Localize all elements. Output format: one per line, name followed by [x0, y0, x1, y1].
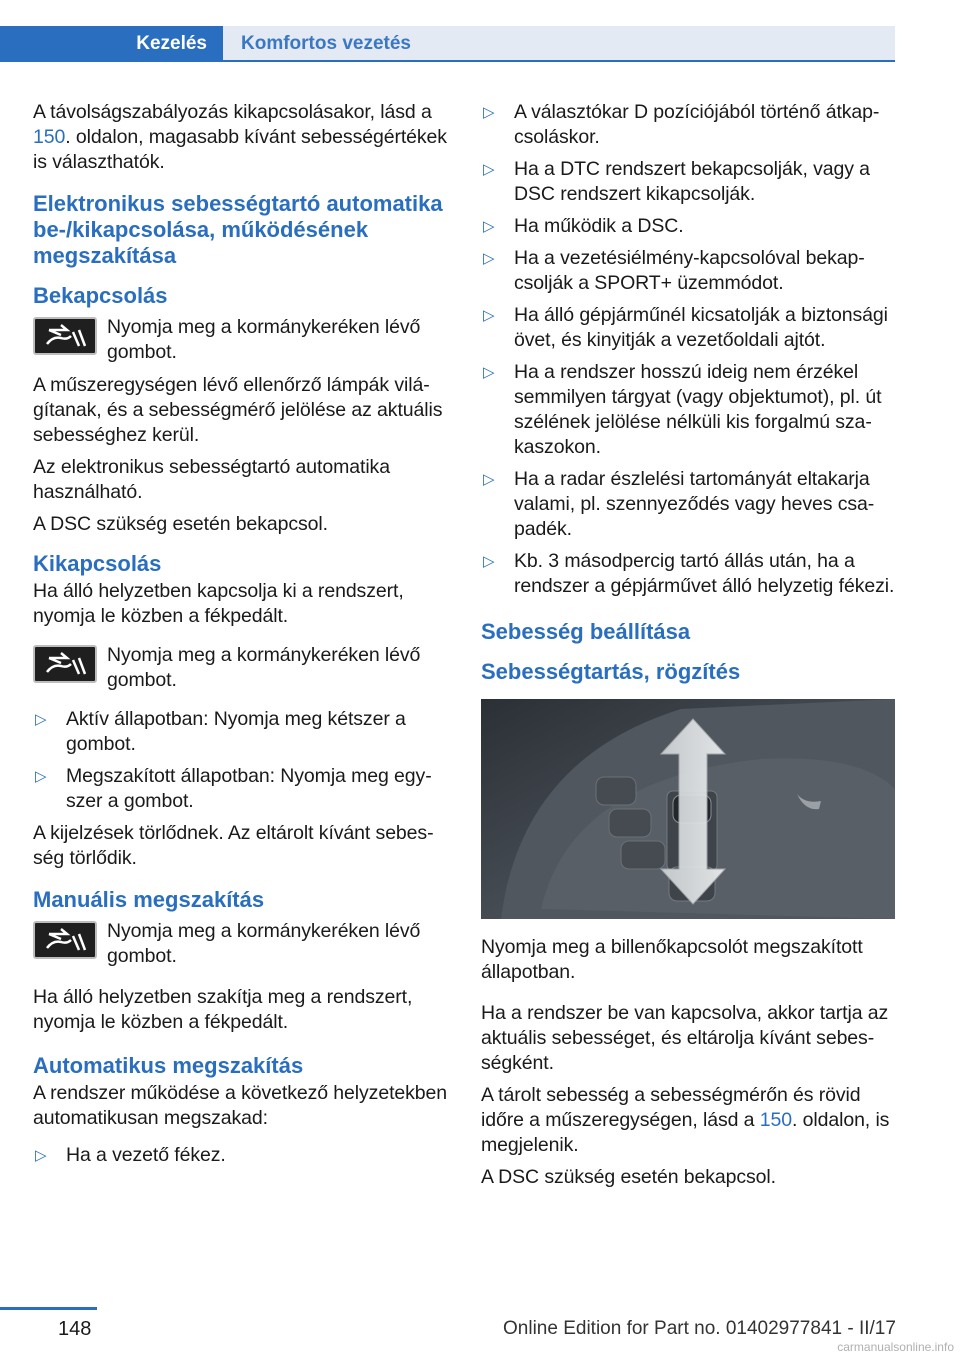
list-item-text: A választókar D pozíciójából történő átkapcsoláskor. — [514, 101, 880, 148]
hold-paragraph-2: Ha a rendszer be van kapcsolva, akkor tartja az aktuális sebességet, és eltárolja kívánt sebességként. — [481, 1002, 889, 1074]
subheading-kikapcsolas: Kikapcsolás — [33, 551, 162, 576]
list-item — [481, 214, 895, 239]
cruise-control-button-icon — [33, 921, 97, 959]
intro-text-b: . oldalon, magasabb kívánt sebességértékek is választhatók. — [33, 126, 447, 173]
off-paragraph-1: Ha álló helyzetben kapcsolja ki a rendszert, nyomja le közben a fékpedált. — [33, 580, 404, 627]
list-item — [481, 100, 895, 150]
on-instruction-text: Nyomja meg a kormánykeréken lévő gombot. — [107, 316, 421, 363]
hold-paragraph-3 — [481, 1083, 895, 1158]
intro-paragraph — [33, 100, 448, 175]
instruction-row-off — [33, 643, 448, 693]
section-heading-cruise-control: Elektronikus sebességtartó automatika be-/kikapcsolása, működésének megszakítása — [33, 191, 443, 268]
page-link-150[interactable]: 150 — [759, 1109, 792, 1131]
cruise-control-button-icon — [33, 317, 97, 355]
list-item-text: Megszakított állapotban: Nyomja meg egyszer a gombot. — [66, 765, 432, 812]
hold-paragraph-4: A DSC szükség esetén bekapcsol. — [481, 1166, 776, 1188]
header-tabs — [0, 26, 895, 62]
subheading-sebessegtartas-rogzites: Sebességtartás, rögzítés — [481, 659, 741, 684]
left-column — [33, 100, 448, 1175]
triangle-bullet-icon: ▷ — [483, 104, 495, 121]
list-item — [33, 707, 448, 757]
off-paragraph-2: A kijelzések törlődnek. Az eltárolt kívánt sebesség törlődik. — [33, 822, 434, 869]
list-item — [481, 157, 895, 207]
list-item-text: Ha a vezető fékez. — [66, 1144, 226, 1166]
header-divider — [0, 60, 895, 62]
list-item — [481, 360, 895, 460]
list-item-text: Ha a radar észlelési tartományát eltakarja valami, pl. szennyeződés vagy heves csapadék. — [514, 468, 875, 540]
triangle-bullet-icon: ▷ — [35, 711, 47, 728]
triangle-bullet-icon: ▷ — [483, 218, 495, 235]
hold-paragraph-1: Nyomja meg a billenőkapcsolót megszakított állapotban. — [481, 936, 863, 983]
hold-text-b: . oldalon, is megjelenik. — [481, 1109, 890, 1156]
right-column — [481, 100, 895, 1197]
list-item — [481, 246, 895, 296]
instruction-row-manual — [33, 919, 448, 969]
off-list — [33, 707, 448, 814]
list-item — [33, 764, 448, 814]
manual-instruction-text: Nyomja meg a kormánykeréken lévő gombot. — [107, 920, 421, 967]
intro-text-a: A távolságszabályozás kikapcsolásakor, lásd a — [33, 101, 432, 123]
list-item — [481, 549, 895, 599]
tab-komfortos-vezetes[interactable]: Komfortos vezetés — [223, 26, 895, 62]
auto-paragraph-1: A rendszer működése a következő helyzetekben automatikusan megszakad: — [33, 1082, 448, 1129]
watermark-text: carmanualsonline.info — [837, 1340, 954, 1354]
on-paragraph-3: A DSC szükség esetén bekapcsol. — [33, 513, 328, 535]
on-paragraph-1: A műszeregységen lévő ellenőrző lámpák világítanak, és a sebességmérő jelölése az aktuális sebességhez kerül. — [33, 374, 443, 446]
instruction-row-on — [33, 315, 448, 365]
manual-paragraph-1: Ha álló helyzetben szakítja meg a rendszert, nyomja le közben a fékpedált. — [33, 986, 413, 1033]
list-item-text: Ha a vezetésiélmény-kapcsolóval bekapcsolják a SPORT+ üzemmódot. — [514, 247, 865, 294]
page-link-150[interactable]: 150 — [33, 126, 66, 148]
off-instruction-text: Nyomja meg a kormánykeréken lévő gombot. — [107, 644, 421, 691]
triangle-bullet-icon: ▷ — [483, 250, 495, 267]
page-number: 148 — [58, 1318, 92, 1340]
triangle-bullet-icon: ▷ — [483, 471, 495, 488]
subheading-bekapcsolas: Bekapcsolás — [33, 283, 168, 308]
hold-text-a: A tárolt sebesség a sebességmérőn és rövid időre a műszeregységen, lásd a — [481, 1084, 861, 1131]
tab-kezeles[interactable]: Kezelés — [0, 26, 223, 62]
list-item — [481, 303, 895, 353]
on-paragraph-2: Az elektronikus sebességtartó automatika használható. — [33, 456, 390, 503]
cruise-control-button-icon — [33, 645, 97, 683]
triangle-bullet-icon: ▷ — [35, 1147, 47, 1164]
triangle-bullet-icon: ▷ — [483, 364, 495, 381]
triangle-bullet-icon: ▷ — [35, 768, 47, 785]
list-item — [481, 467, 895, 542]
list-item-text: Ha működik a DSC. — [514, 215, 684, 237]
list-item — [33, 1143, 448, 1168]
subheading-manualis-megszakitas: Manuális megszakítás — [33, 887, 265, 912]
auto-list — [33, 1143, 448, 1168]
auto-list-continued — [481, 100, 895, 599]
section-heading-sebesseg-beallitasa: Sebesség beállítása — [481, 619, 691, 644]
triangle-bullet-icon: ▷ — [483, 307, 495, 324]
triangle-bullet-icon: ▷ — [483, 161, 495, 178]
triangle-bullet-icon: ▷ — [483, 553, 495, 570]
edition-label: Online Edition for Part no. 01402977841 - II/17 — [503, 1318, 896, 1339]
subheading-automatikus-megszakitas: Automatikus megszakítás — [33, 1053, 304, 1078]
list-item-text: Kb. 3 másodpercig tartó állás után, ha a rendszer a gépjárművet álló helyzetig fékezi. — [514, 550, 895, 597]
footer-divider — [0, 1307, 97, 1310]
list-item-text: Aktív állapotban: Nyomja meg kétszer a gombot. — [66, 708, 406, 755]
list-item-text: Ha a DTC rendszert bekapcsolják, vagy a DSC rendszert kikapcsolják. — [514, 158, 870, 205]
list-item-text: Ha álló gépjárműnél kicsatolják a biztonsági övet, és kinyitják a vezetőoldali ajtót. — [514, 304, 888, 351]
steering-wheel-switch-photo — [481, 699, 895, 919]
list-item-text: Ha a rendszer hosszú ideig nem érzékel semmilyen tárgyat (vagy objektumot), pl. út szélének jelölése nélküli kis forgalmú szakaszokon. — [514, 361, 882, 458]
